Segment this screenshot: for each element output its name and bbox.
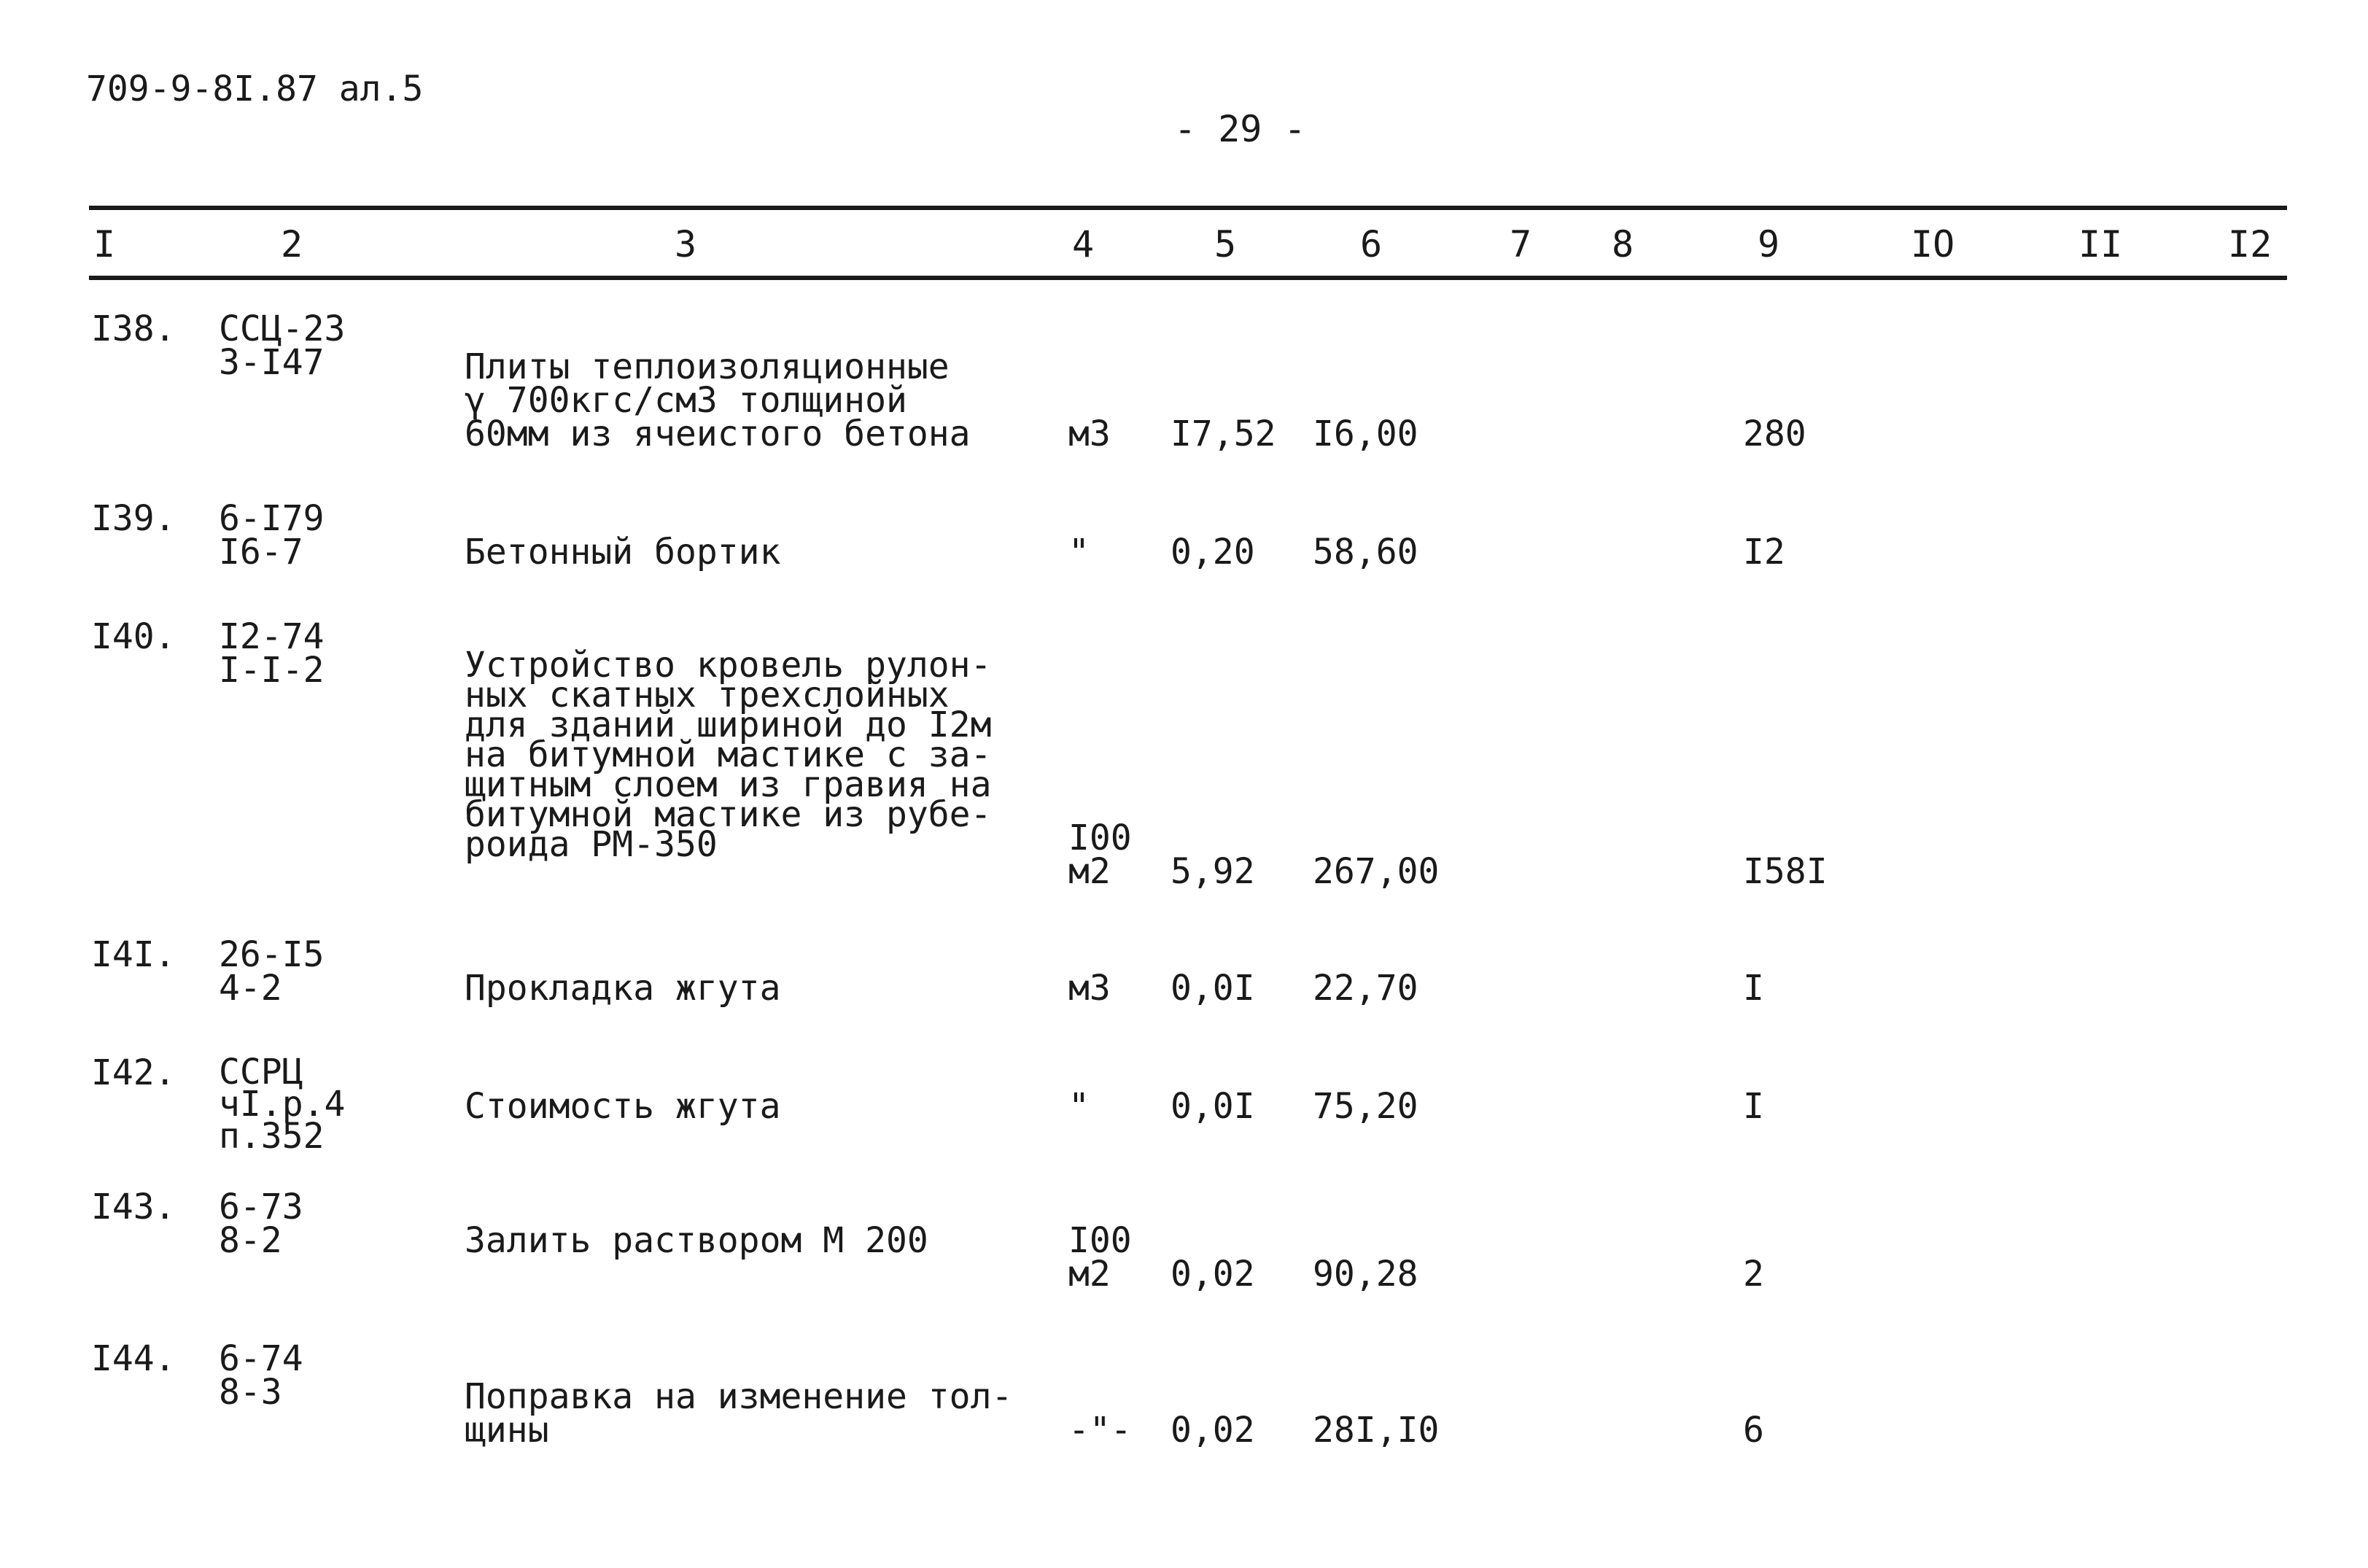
row-quantity: 5,92	[1171, 851, 1255, 892]
row-description: Стоимость жгута	[465, 1086, 781, 1127]
row-description: Прокладка жгута	[465, 968, 781, 1009]
row-total: I2	[1743, 532, 1785, 573]
row-number: I44.	[91, 1338, 176, 1379]
row-description: Плиты теплоизоляционные γ 700кгс/см3 толщиной 60мм из ячеистого бетона	[465, 346, 971, 454]
row-quantity: 0,02	[1171, 1254, 1255, 1295]
row-quantity: 0,02	[1171, 1410, 1255, 1451]
row-description: Бетонный бортик	[465, 532, 781, 573]
row-total: I58I	[1743, 851, 1828, 892]
row-number: I43.	[91, 1187, 176, 1227]
column-header-8: 8	[1612, 223, 1634, 265]
row-description: Устройство кровель рулон- ных скатных трехслойных для зданий шириной до I2м на битумной мастике с за- щитным слоем из гравия на битумной мастике из рубе- роида РМ-350	[465, 645, 992, 865]
row-code: ССЦ-23 3-I47	[219, 308, 346, 383]
column-header-7: 7	[1510, 223, 1532, 265]
column-header-6: 6	[1360, 223, 1383, 265]
column-header-3: 3	[675, 223, 697, 265]
row-total: 6	[1743, 1410, 1764, 1451]
row-unit: I00 м2	[1068, 818, 1132, 892]
column-header-5: 5	[1214, 223, 1237, 265]
row-code: 26-I5 4-2	[219, 934, 325, 1009]
row-description: Поправка на изменение тол- щины	[465, 1376, 1013, 1451]
column-header-1: I	[93, 223, 116, 265]
row-total: I	[1743, 968, 1764, 1009]
row-code: 6-I79 I6-7	[219, 498, 325, 573]
row-number: I4I.	[91, 934, 176, 975]
document-code: 709-9-8I.87 ал.5	[86, 69, 424, 109]
row-code: 6-74 8-3	[219, 1338, 303, 1413]
row-code: I2-74 I-I-2	[219, 616, 325, 691]
column-header-2: 2	[281, 223, 303, 265]
row-price: 267,00	[1313, 851, 1440, 892]
column-header-12: I2	[2228, 223, 2272, 265]
row-price: 75,20	[1313, 1086, 1418, 1127]
row-quantity: 0,0I	[1171, 968, 1255, 1009]
column-header-9: 9	[1758, 223, 1780, 265]
row-unit: м3	[1068, 968, 1111, 1009]
row-code: ССРЦ чI.р.4 п.352	[219, 1052, 346, 1157]
row-unit: I00 м2	[1068, 1220, 1132, 1295]
row-price: 22,70	[1313, 968, 1418, 1009]
row-price: 28I,I0	[1313, 1410, 1440, 1451]
row-number: I42.	[91, 1052, 176, 1093]
table-header-rule	[89, 276, 2287, 280]
column-header-11: II	[2078, 223, 2123, 265]
table-top-rule	[89, 206, 2287, 210]
row-quantity: I7,52	[1171, 414, 1276, 454]
row-description: Залить раствором М 200	[465, 1220, 928, 1261]
row-price: 58,60	[1313, 532, 1418, 573]
row-quantity: 0,0I	[1171, 1086, 1255, 1127]
row-total: 280	[1743, 414, 1806, 454]
page-number: - 29 -	[1174, 108, 1306, 150]
row-code: 6-73 8-2	[219, 1187, 303, 1261]
column-header-4: 4	[1072, 223, 1095, 265]
row-total: 2	[1743, 1254, 1764, 1295]
row-unit: "	[1068, 1086, 1090, 1127]
row-unit: -"-	[1068, 1410, 1132, 1451]
row-total: I	[1743, 1086, 1764, 1127]
row-price: 90,28	[1313, 1254, 1418, 1295]
row-unit: м3	[1068, 414, 1111, 454]
row-unit: "	[1068, 532, 1090, 573]
row-number: I38.	[91, 308, 176, 349]
column-header-10: IO	[1911, 223, 1955, 265]
row-number: I40.	[91, 616, 176, 657]
row-quantity: 0,20	[1171, 532, 1255, 573]
row-price: I6,00	[1313, 414, 1418, 454]
row-number: I39.	[91, 498, 176, 539]
